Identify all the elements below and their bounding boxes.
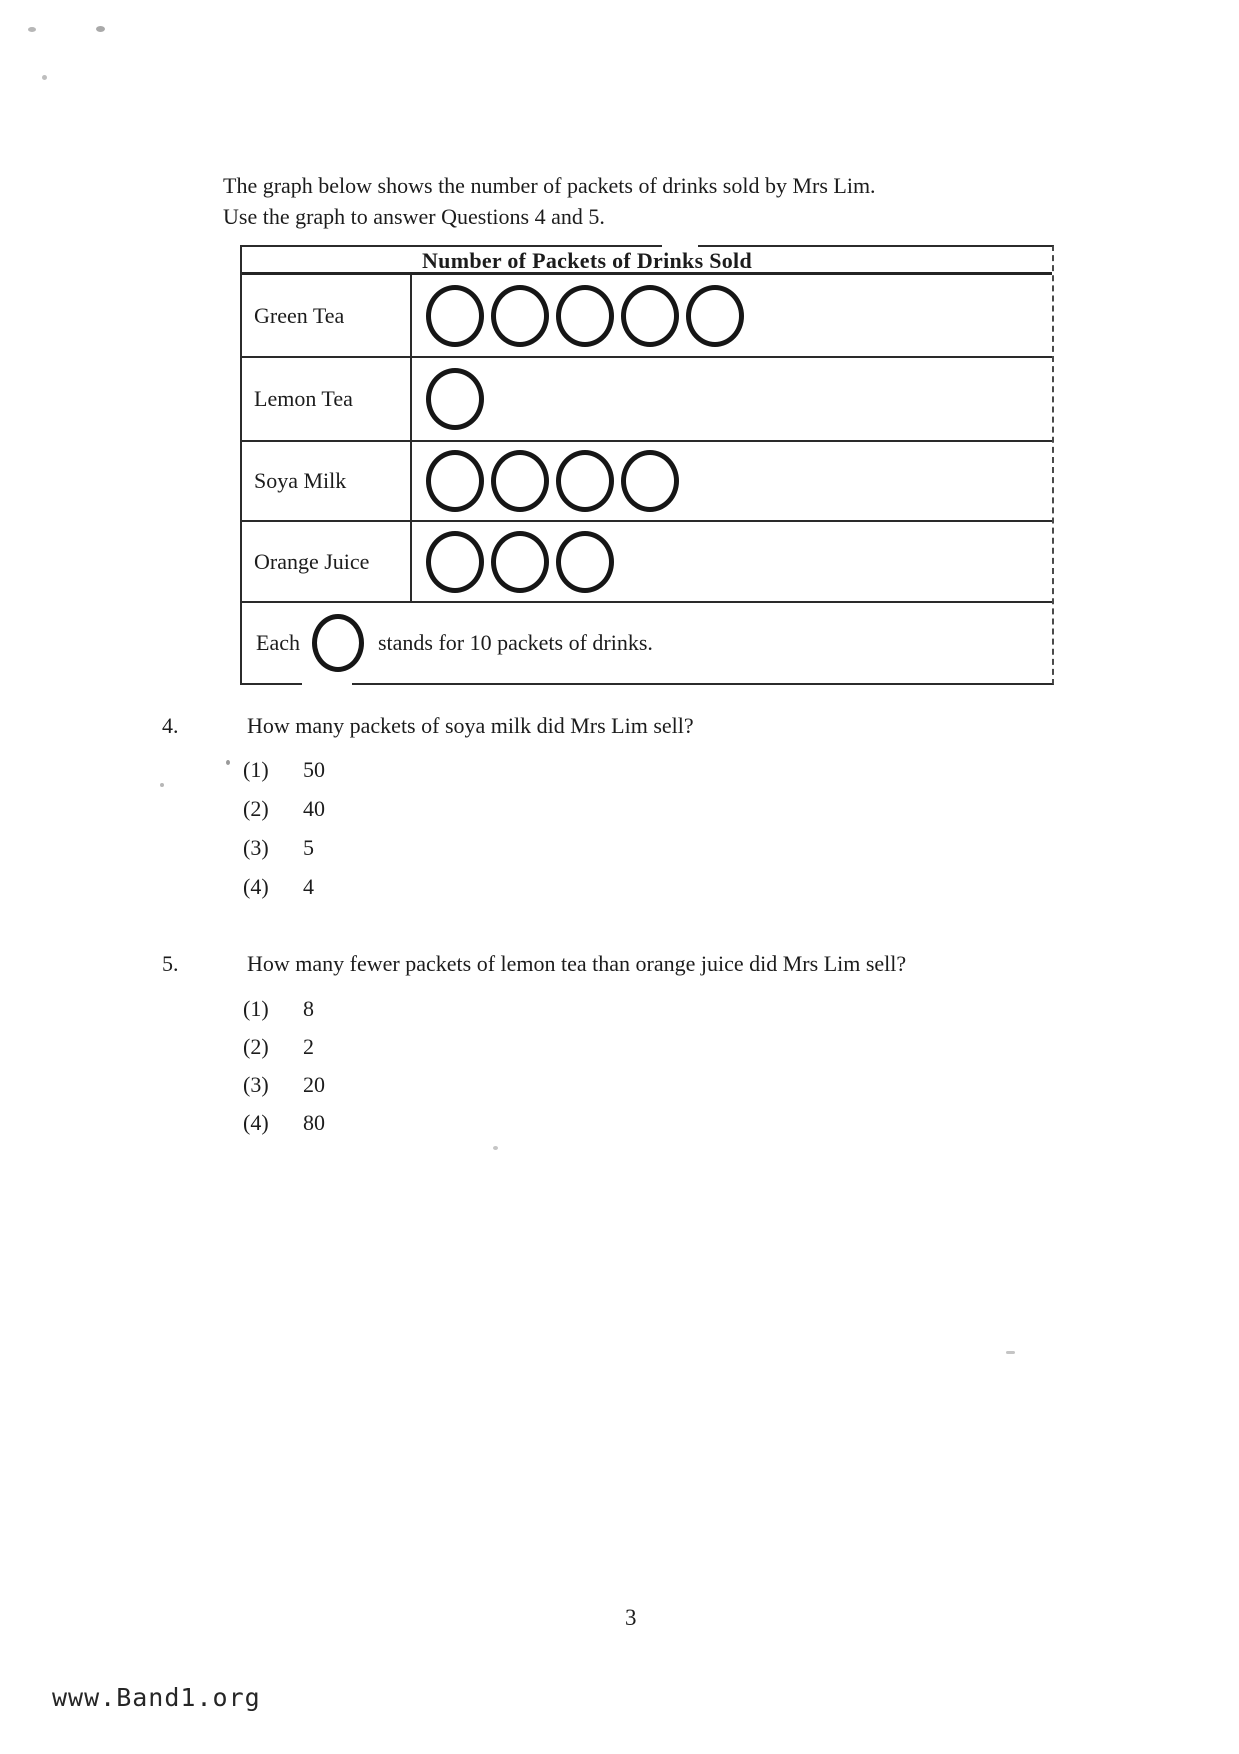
scan-line-gap — [562, 359, 596, 362]
page-number: 3 — [625, 1605, 637, 1630]
scan-speckle — [42, 75, 47, 80]
option-row — [243, 1072, 325, 1110]
symbol-cell-lemon-tea — [412, 358, 1052, 440]
option-label: (3) — [243, 835, 269, 860]
option-label: (4) — [243, 1110, 269, 1135]
pictograph-row-orange-juice — [242, 522, 1052, 603]
scan-line-gap — [302, 683, 352, 686]
question-5-number: 5. — [162, 951, 179, 976]
option-label: (4) — [243, 874, 269, 899]
scan-speckle — [1006, 1351, 1015, 1354]
packet-circle-icon — [491, 531, 549, 593]
packet-circle-icon — [686, 285, 744, 347]
packet-circle-icon — [426, 368, 484, 430]
legend-suffix: stands for 10 packets of drinks. — [377, 630, 653, 655]
pictograph-table — [240, 245, 1054, 685]
option-row — [243, 1110, 325, 1148]
scan-line-gap — [662, 245, 698, 248]
packet-circle-icon — [491, 285, 549, 347]
question-5-text: How many fewer packets of lemon tea than orange juice did Mrs Lim sell? — [247, 951, 907, 976]
option-label: (2) — [243, 796, 269, 821]
category-label-green-tea: Green Tea — [242, 275, 412, 356]
option-value: 40 — [303, 796, 325, 821]
symbol-cell-green-tea — [412, 275, 1052, 356]
pictograph-row-soya-milk — [242, 442, 1052, 522]
option-value: 8 — [303, 996, 314, 1021]
packet-circle-icon — [556, 531, 614, 593]
option-row — [243, 757, 325, 796]
pictograph-row-lemon-tea — [242, 358, 1052, 442]
intro-text — [223, 170, 903, 232]
category-label-orange-juice: Orange Juice — [242, 522, 412, 601]
intro-line-1: The graph below shows the number of packets of drinks sold by Mrs Lim. — [223, 173, 876, 198]
option-row — [243, 874, 325, 913]
watermark: www.Band1.org — [52, 1683, 261, 1712]
option-value: 80 — [303, 1110, 325, 1135]
chart-title: Number of Packets of Drinks Sold — [242, 247, 1052, 275]
option-value: 5 — [303, 835, 314, 860]
scan-speckle — [28, 27, 36, 32]
option-value: 4 — [303, 874, 314, 899]
question-4-number: 4. — [162, 713, 179, 738]
symbol-cell-soya-milk — [412, 442, 1052, 520]
intro-line-2: Use the graph to answer Questions 4 and 5. — [223, 204, 605, 229]
scan-speckle — [493, 1146, 498, 1150]
option-value: 50 — [303, 757, 325, 782]
packet-circle-icon — [426, 285, 484, 347]
packet-circle-icon — [491, 450, 549, 512]
option-label: (1) — [243, 996, 269, 1021]
pictograph-row-green-tea — [242, 275, 1052, 358]
packet-circle-icon — [621, 285, 679, 347]
legend-row — [242, 603, 1052, 683]
option-label: (1) — [243, 757, 269, 782]
question-4-text: How many packets of soya milk did Mrs Lim sell? — [247, 713, 694, 738]
scan-speckle — [96, 26, 105, 32]
option-label: (2) — [243, 1034, 269, 1059]
option-row — [243, 796, 325, 835]
legend-prefix: Each — [256, 630, 300, 655]
scan-line-gap — [862, 443, 892, 446]
scan-line-gap — [802, 275, 842, 279]
scan-speckle — [160, 783, 164, 787]
category-label-soya-milk: Soya Milk — [242, 442, 412, 520]
option-row — [243, 835, 325, 874]
legend-circle-icon — [312, 614, 364, 672]
option-value: 20 — [303, 1072, 325, 1097]
option-label: (3) — [243, 1072, 269, 1097]
symbol-cell-orange-juice — [412, 522, 1052, 601]
packet-circle-icon — [556, 285, 614, 347]
packet-circle-icon — [556, 450, 614, 512]
category-label-lemon-tea: Lemon Tea — [242, 358, 412, 440]
scan-speckle — [226, 760, 230, 765]
packet-circle-icon — [426, 531, 484, 593]
option-row — [243, 1034, 325, 1072]
option-row — [243, 996, 325, 1034]
packet-circle-icon — [426, 450, 484, 512]
packet-circle-icon — [621, 450, 679, 512]
question-5-options — [243, 996, 325, 1148]
question-4-options — [243, 757, 325, 913]
option-value: 2 — [303, 1034, 314, 1059]
